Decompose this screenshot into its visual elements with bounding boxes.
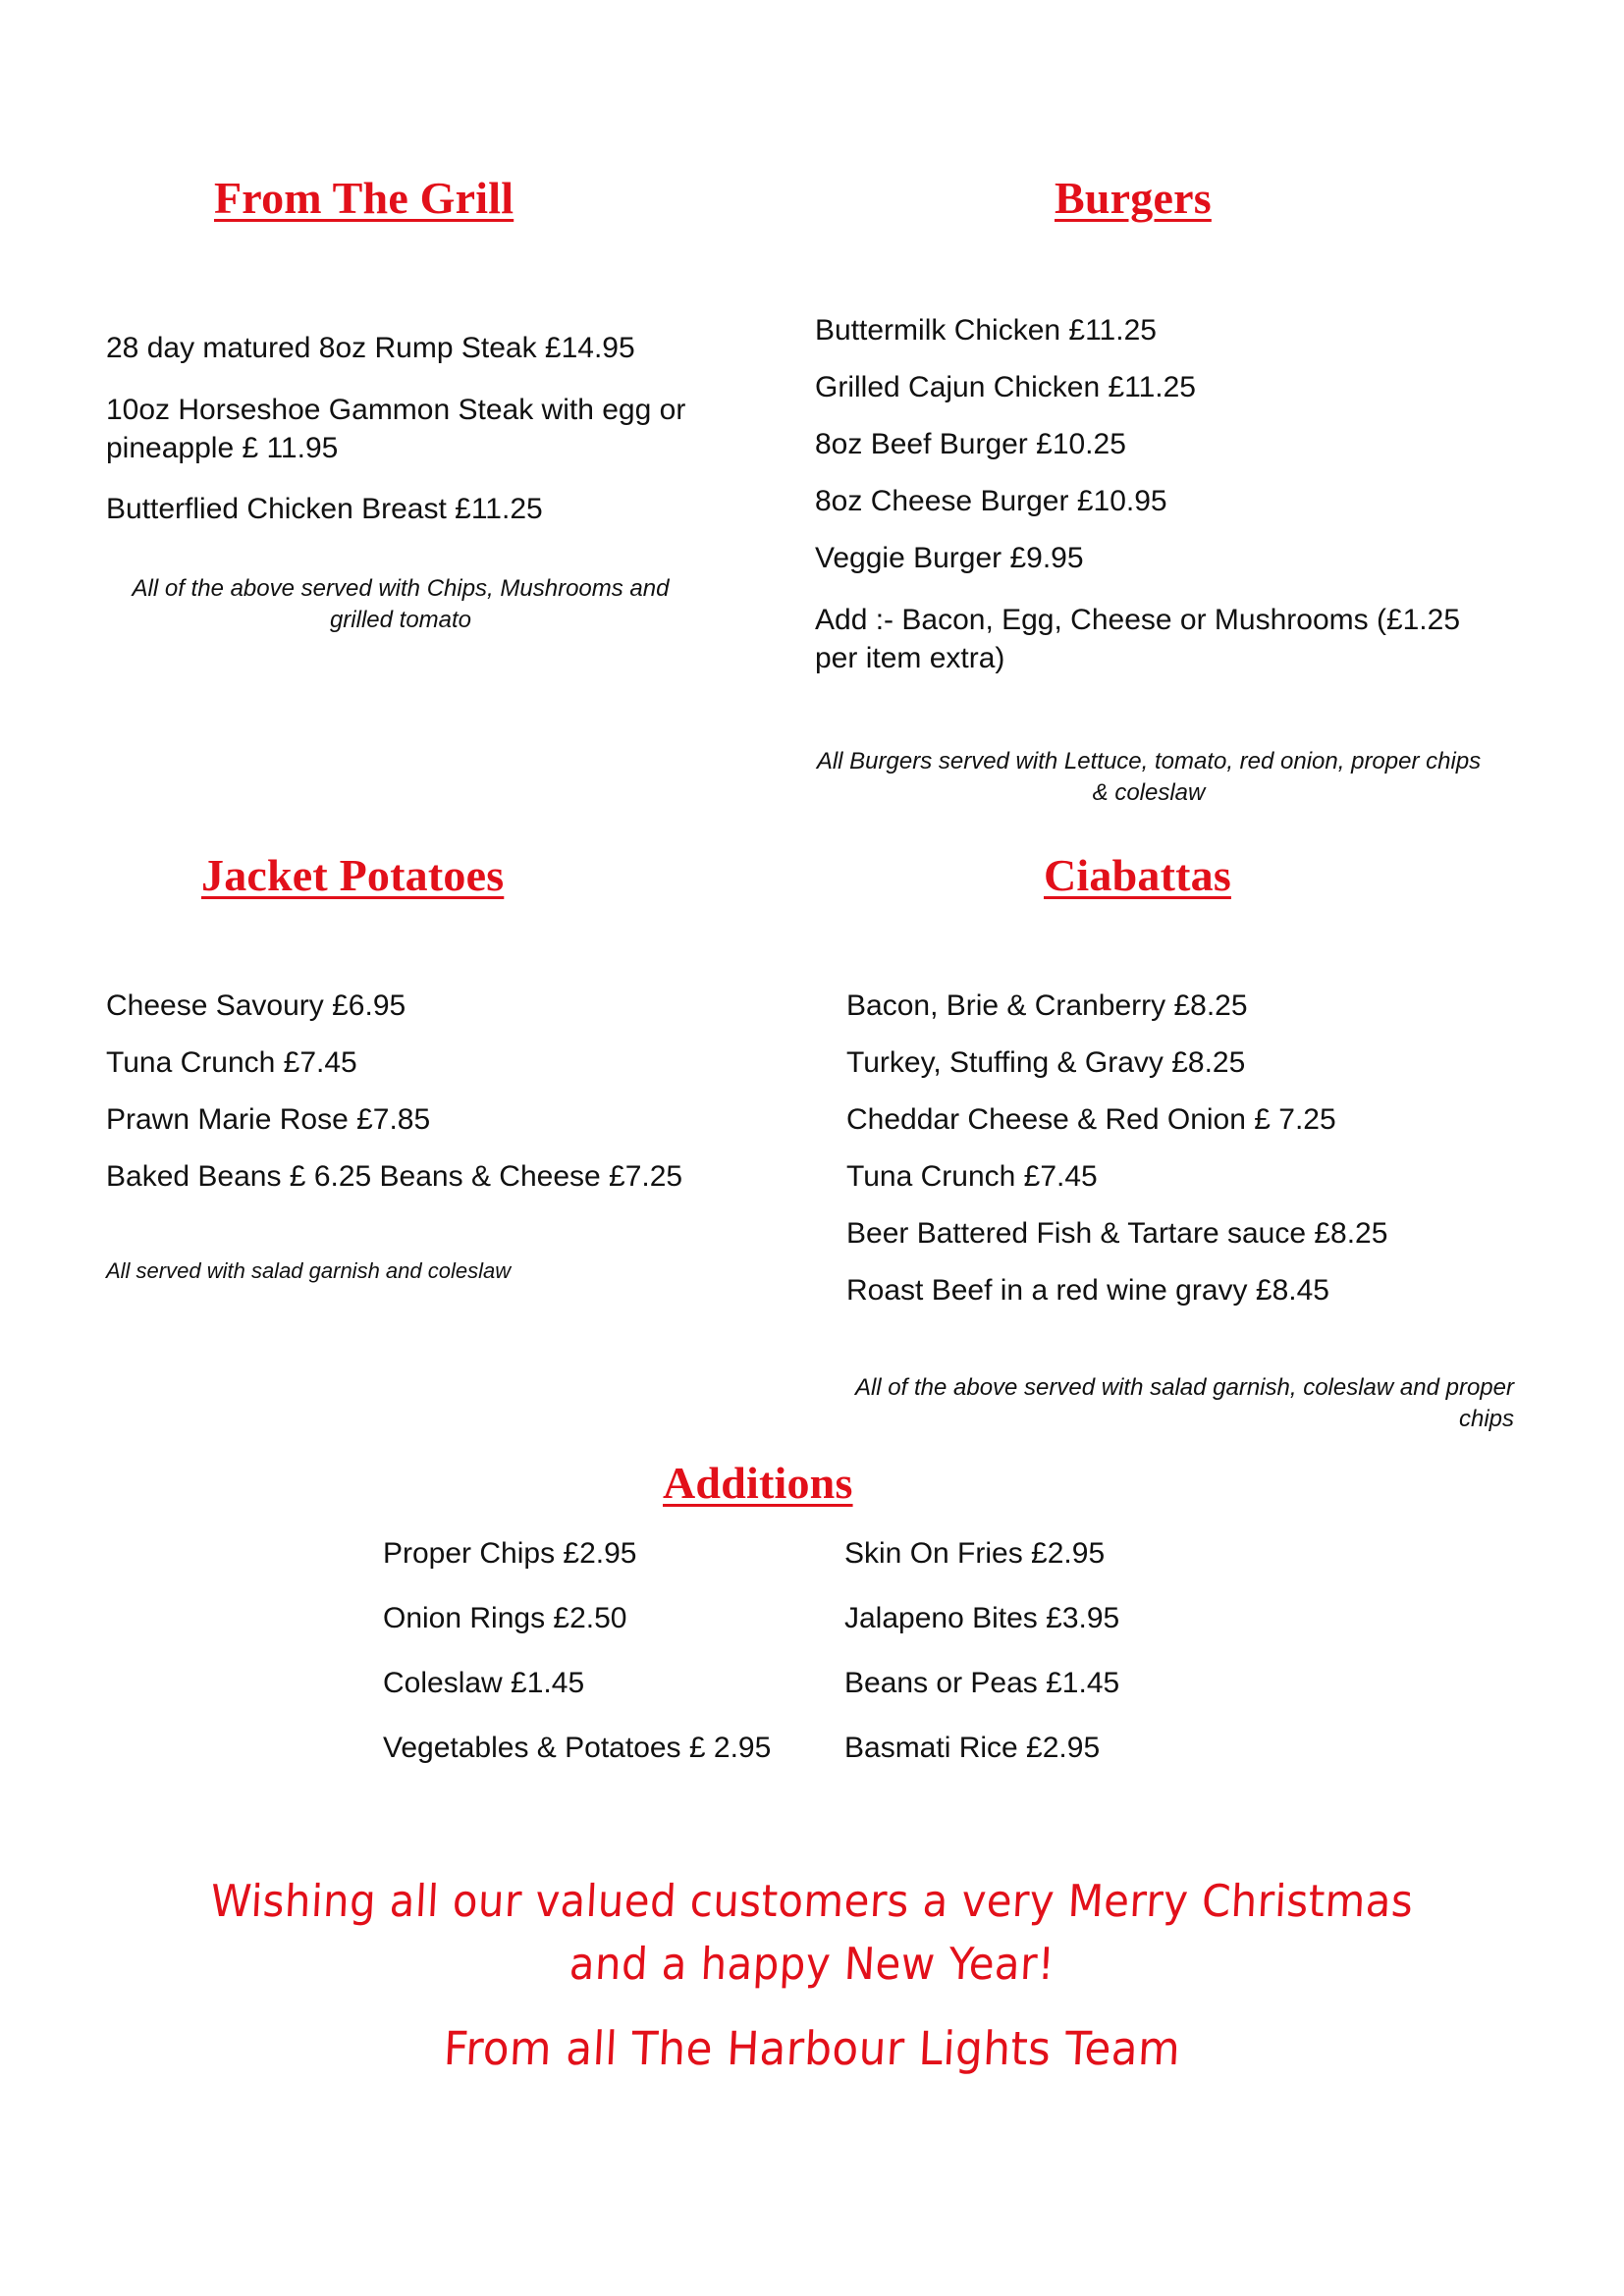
menu-item: Baked Beans £ 6.25 Beans & Cheese £7.25 — [106, 1160, 683, 1193]
menu-item: Tuna Crunch £7.45 — [106, 1046, 357, 1079]
menu-item: Cheddar Cheese & Red Onion £ 7.25 — [846, 1103, 1336, 1136]
menu-item: Cheese Savoury £6.95 — [106, 989, 406, 1022]
festive-line-2: and a happy New Year! — [568, 1937, 1056, 1990]
menu-item: Beer Battered Fish & Tartare sauce £8.25 — [846, 1217, 1388, 1250]
ciabattas-item-list — [846, 991, 1553, 1333]
menu-item: Veggie Burger £9.95 — [815, 542, 1084, 574]
jacket-potatoes-item-list — [106, 991, 813, 1219]
menu-item: 8oz Cheese Burger £10.95 — [815, 485, 1167, 517]
addition-item: Basmati Rice £2.95 — [844, 1732, 1101, 1764]
section-heading-ciabattas: Ciabattas — [1044, 850, 1231, 900]
addition-item: Jalapeno Bites £3.95 — [844, 1602, 1120, 1634]
menu-item: 28 day matured 8oz Rump Steak £14.95 — [106, 332, 635, 364]
festive-message — [0, 1870, 1624, 2083]
menu-item: Grilled Cajun Chicken £11.25 — [815, 371, 1196, 403]
menu-item: Buttermilk Chicken £11.25 — [815, 314, 1157, 347]
section-heading-additions: Additions — [663, 1458, 853, 1508]
menu-item: Bacon, Brie & Cranberry £8.25 — [846, 989, 1248, 1022]
grill-serving-note: All of the above served with Chips, Mushrooms and grilled tomato — [132, 575, 670, 633]
addition-item: Proper Chips £2.95 — [383, 1537, 637, 1570]
addition-item: Coleslaw £1.45 — [383, 1667, 585, 1699]
menu-item: Roast Beef in a red wine gravy £8.45 — [846, 1274, 1329, 1307]
additions-grid — [383, 1539, 1168, 1763]
menu-item: 8oz Beef Burger £10.25 — [815, 428, 1126, 460]
menu-item-addons: Add :- Bacon, Egg, Cheese or Mushrooms (£1.25 per item extra) — [815, 604, 1461, 674]
menu-item: Tuna Crunch £7.45 — [846, 1160, 1098, 1193]
addition-item: Skin On Fries £2.95 — [844, 1537, 1106, 1570]
section-heading-burgers: Burgers — [1055, 173, 1212, 223]
menu-item: 10oz Horseshoe Gammon Steak with egg or pineapple £ 11.95 — [106, 394, 686, 464]
festive-line-1: Wishing all our valued customers a very Merry Christmas — [209, 1875, 1415, 1927]
burgers-item-list — [815, 316, 1502, 705]
jacket-potatoes-serving-note: All served with salad garnish and coleslaw — [106, 1258, 512, 1283]
section-heading-from-the-grill: From The Grill — [214, 173, 514, 223]
menu-item: Butterflied Chicken Breast £11.25 — [106, 493, 543, 525]
ciabattas-serving-note: All of the above served with salad garnish, coleslaw and proper chips — [854, 1374, 1514, 1432]
burgers-serving-note: All Burgers served with Lettuce, tomato, red onion, proper chips & coleslaw — [816, 748, 1482, 806]
grill-item-list — [106, 334, 734, 552]
menu-item: Prawn Marie Rose £7.85 — [106, 1103, 431, 1136]
addition-item: Vegetables & Potatoes £ 2.95 — [383, 1732, 772, 1764]
addition-item: Beans or Peas £1.45 — [844, 1667, 1120, 1699]
menu-item: Turkey, Stuffing & Gravy £8.25 — [846, 1046, 1246, 1079]
festive-line-3: From all The Harbour Lights Team — [442, 2021, 1182, 2076]
addition-item: Onion Rings £2.50 — [383, 1602, 627, 1634]
section-heading-jacket-potatoes: Jacket Potatoes — [201, 850, 505, 900]
